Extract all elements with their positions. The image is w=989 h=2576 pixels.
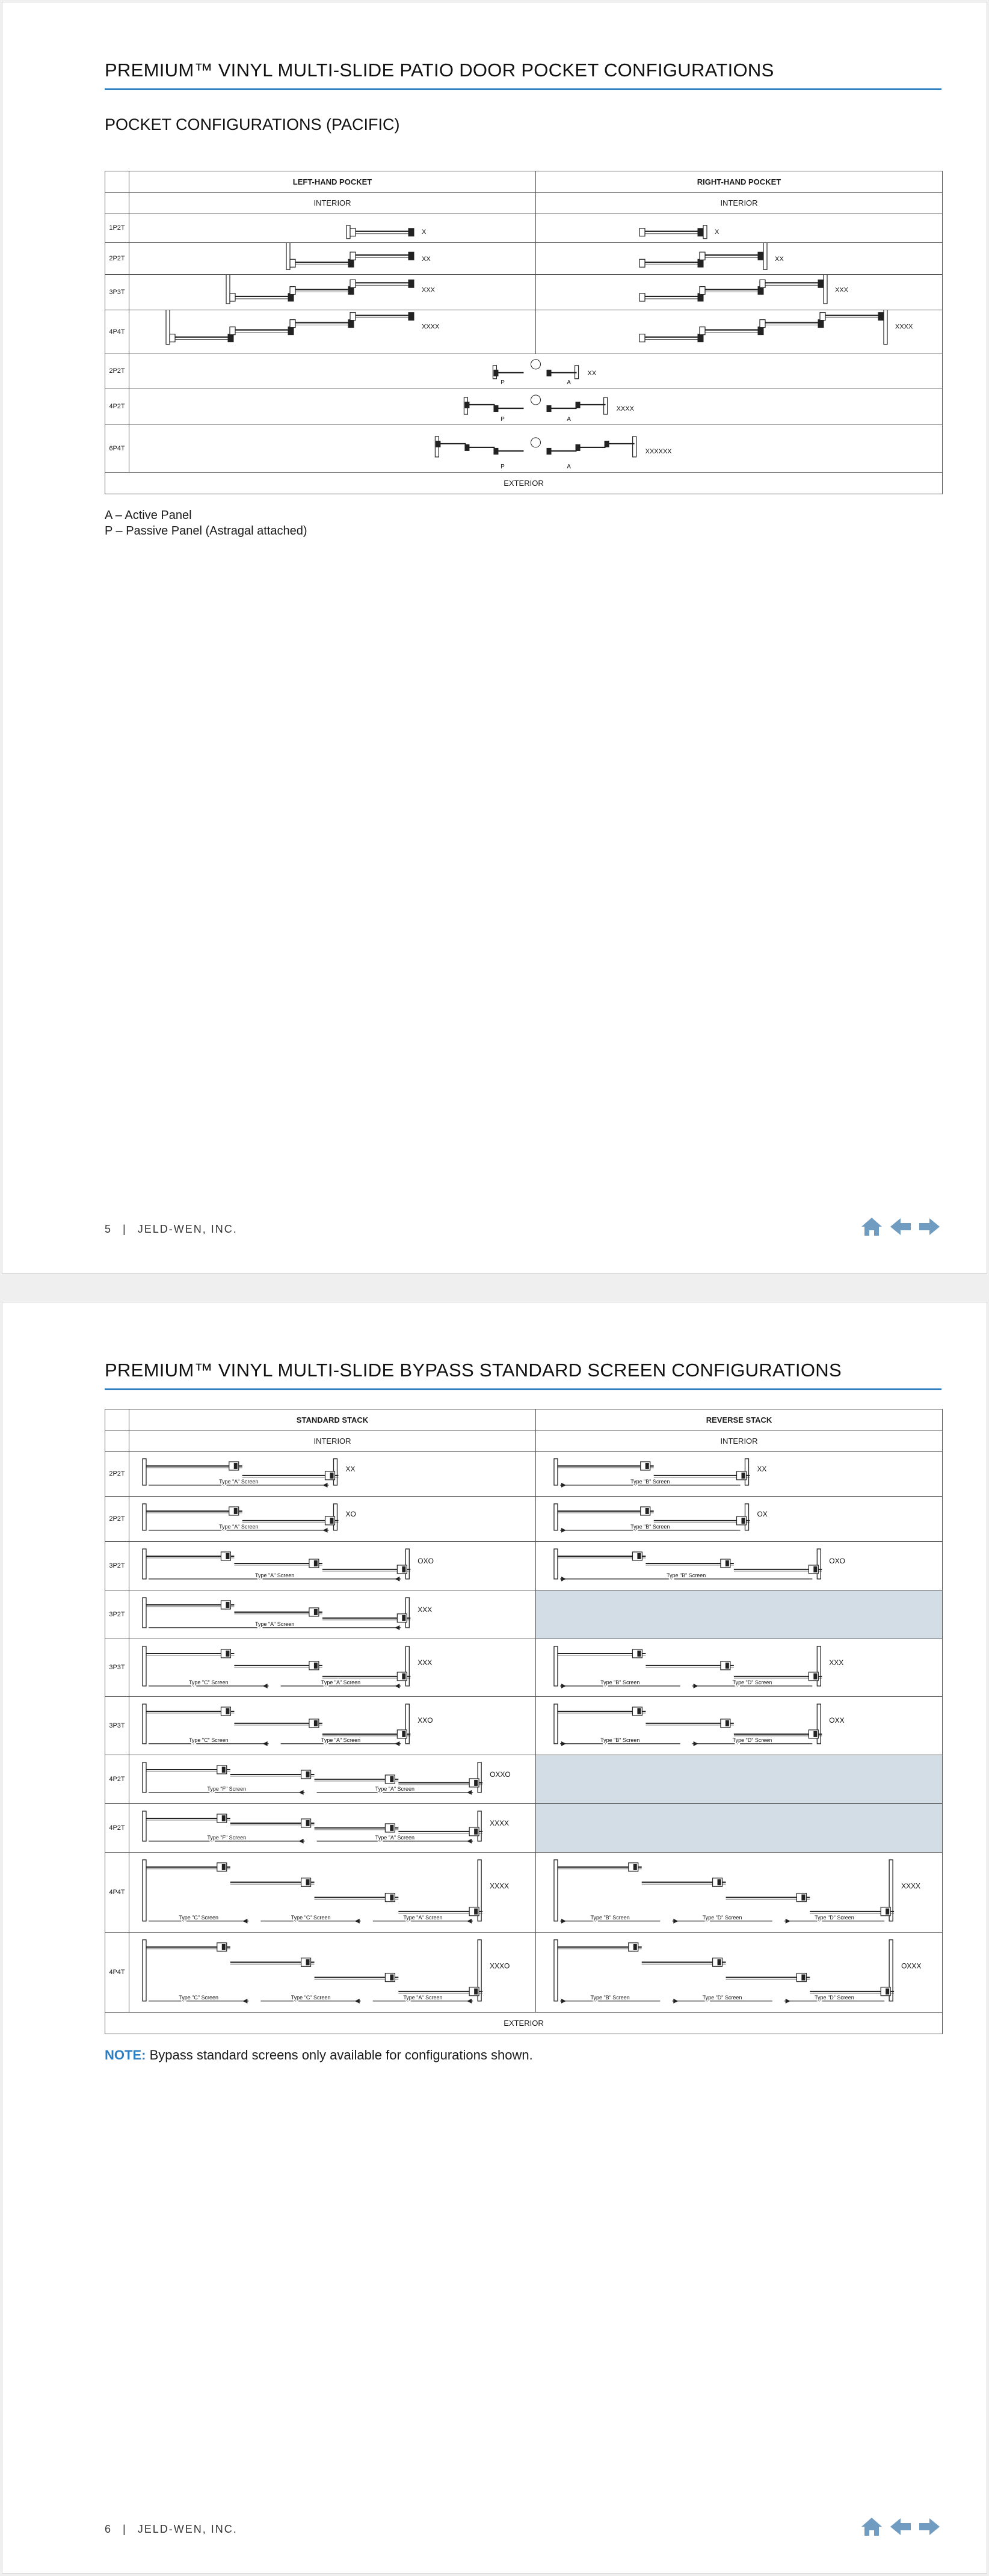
screen-label: Type "A" Screen bbox=[375, 1834, 414, 1841]
arrow-left-icon[interactable] bbox=[889, 1216, 913, 1237]
config-code: XXXXXX bbox=[645, 447, 672, 455]
table-row bbox=[105, 1697, 943, 1755]
config-diagram bbox=[536, 243, 942, 274]
legend bbox=[105, 508, 307, 539]
right-config-cell bbox=[536, 1541, 943, 1590]
screen-label: Type "A" Screen bbox=[403, 1994, 443, 2001]
screen-label: Type "B" Screen bbox=[600, 1737, 640, 1744]
row-label: 2P2T bbox=[105, 354, 129, 388]
config-diagram bbox=[536, 1697, 942, 1755]
title-rule bbox=[105, 88, 941, 90]
table-row bbox=[105, 1541, 943, 1590]
door-panels-drawing bbox=[639, 275, 827, 304]
door-panels-drawing bbox=[639, 310, 887, 345]
left-config-cell bbox=[129, 1697, 536, 1755]
right-unavailable-cell bbox=[536, 1590, 943, 1639]
config-diagram bbox=[536, 1542, 942, 1590]
config-code: XXXX bbox=[616, 405, 634, 413]
pocket-config-table bbox=[105, 171, 943, 494]
config-diagram bbox=[129, 354, 942, 388]
exterior-label: EXTERIOR bbox=[105, 473, 943, 494]
row-label: 4P4T bbox=[105, 1852, 129, 1932]
screen-label: Type "A" Screen bbox=[321, 1679, 361, 1685]
config-diagram bbox=[129, 1452, 535, 1496]
table-row bbox=[105, 1590, 943, 1639]
row-label: 4P2T bbox=[105, 388, 129, 425]
left-config-cell bbox=[129, 1804, 536, 1853]
company-name: JELD-WEN, INC. bbox=[137, 2523, 238, 2535]
footer-separator: | bbox=[123, 2523, 127, 2535]
config-code: XXO bbox=[417, 1716, 433, 1725]
config-code: X bbox=[422, 228, 427, 236]
config-code: XX bbox=[775, 256, 784, 263]
passive-label: P bbox=[501, 379, 505, 387]
arrow-left-icon[interactable] bbox=[889, 2516, 913, 2538]
config-diagram bbox=[536, 1639, 942, 1697]
right-config-cell bbox=[536, 1932, 943, 2012]
screen-label: Type "B" Screen bbox=[630, 1478, 670, 1485]
note bbox=[105, 2047, 533, 2063]
page-title: PREMIUM™ VINYL MULTI-SLIDE PATIO DOOR POCKET CONFIGURATIONS bbox=[105, 60, 774, 81]
table-row bbox=[105, 388, 943, 425]
interior-label-right: INTERIOR bbox=[536, 1431, 943, 1452]
screen-label: Type "F" Screen bbox=[207, 1834, 247, 1841]
corner-cell bbox=[105, 193, 129, 213]
config-code: OXX bbox=[829, 1716, 845, 1725]
config-code: XO bbox=[345, 1510, 356, 1519]
screen-label: Type "B" Screen bbox=[600, 1679, 640, 1685]
table-row bbox=[105, 243, 943, 275]
screen-label: Type "C" Screen bbox=[188, 1737, 229, 1744]
table-row bbox=[105, 275, 943, 310]
screen-label: Type "A" Screen bbox=[403, 1914, 443, 1921]
active-label: A bbox=[567, 464, 571, 471]
col-header-right: REVERSE STACK bbox=[536, 1409, 943, 1431]
config-code: XXX bbox=[422, 286, 436, 294]
row-label: 2P2T bbox=[105, 243, 129, 275]
config-code: XXX bbox=[417, 1658, 433, 1667]
left-config-cell bbox=[129, 1932, 536, 2012]
door-panels-drawing bbox=[166, 310, 414, 345]
screen-label: Type "D" Screen bbox=[702, 1994, 742, 2001]
center-config-cell bbox=[129, 425, 943, 473]
config-code: XXXX bbox=[895, 323, 913, 331]
config-code: XXXX bbox=[422, 323, 440, 331]
left-config-cell bbox=[129, 1496, 536, 1541]
config-diagram bbox=[129, 1755, 535, 1803]
page-5 bbox=[2, 2, 987, 1274]
col-header-left: LEFT-HAND POCKET bbox=[129, 171, 536, 193]
page-footer bbox=[105, 2523, 238, 2536]
config-diagram bbox=[129, 425, 942, 472]
config-diagram bbox=[536, 213, 942, 242]
exterior-row bbox=[105, 2012, 943, 2034]
right-config-cell bbox=[536, 275, 943, 310]
right-config-cell bbox=[536, 1639, 943, 1697]
row-label: 3P2T bbox=[105, 1541, 129, 1590]
arrow-right-icon[interactable] bbox=[917, 1216, 941, 1237]
center-config-cell bbox=[129, 354, 943, 388]
right-config-cell bbox=[536, 1697, 943, 1755]
config-diagram bbox=[129, 1639, 535, 1697]
screen-label: Type "A" Screen bbox=[219, 1523, 259, 1530]
company-name: JELD-WEN, INC. bbox=[137, 1223, 238, 1235]
right-config-cell bbox=[536, 1852, 943, 1932]
right-config-cell bbox=[536, 213, 943, 243]
active-label: A bbox=[567, 379, 571, 387]
door-panels-drawing bbox=[226, 275, 414, 304]
arrow-right-icon[interactable] bbox=[917, 2516, 941, 2538]
config-diagram bbox=[129, 388, 942, 425]
right-config-cell bbox=[536, 243, 943, 275]
screen-label: Type "F" Screen bbox=[207, 1786, 247, 1792]
left-config-cell bbox=[129, 1541, 536, 1590]
right-config-cell bbox=[536, 1452, 943, 1497]
config-code: OXXO bbox=[490, 1770, 511, 1779]
table-row bbox=[105, 1496, 943, 1541]
passive-label: P bbox=[501, 416, 505, 423]
row-label: 6P4T bbox=[105, 425, 129, 473]
config-code: XX bbox=[422, 256, 431, 263]
door-panels-drawing bbox=[639, 225, 707, 239]
screen-label: Type "C" Screen bbox=[291, 1994, 331, 2001]
config-diagram bbox=[536, 1933, 942, 2012]
config-diagram bbox=[129, 1497, 535, 1541]
section-subtitle: POCKET CONFIGURATIONS (PACIFIC) bbox=[105, 115, 400, 133]
config-code: OXXX bbox=[901, 1961, 922, 1970]
config-diagram bbox=[129, 275, 535, 310]
page-footer bbox=[105, 1223, 238, 1236]
screen-label: Type "C" Screen bbox=[179, 1914, 219, 1921]
table-row bbox=[105, 213, 943, 243]
config-code: XX bbox=[757, 1465, 767, 1474]
table-row bbox=[105, 1452, 943, 1497]
left-config-cell bbox=[129, 1852, 536, 1932]
right-config-cell bbox=[536, 1496, 943, 1541]
page-nav bbox=[860, 2516, 941, 2538]
config-diagram bbox=[536, 1853, 942, 1932]
config-diagram bbox=[129, 310, 535, 354]
home-icon[interactable] bbox=[860, 1216, 884, 1237]
config-diagram bbox=[129, 1804, 535, 1852]
page-number: 6 bbox=[105, 2523, 112, 2535]
screen-label: Type "A" Screen bbox=[219, 1478, 259, 1485]
config-code: XXX bbox=[417, 1605, 433, 1614]
screen-label: Type "A" Screen bbox=[321, 1737, 361, 1744]
row-label: 3P3T bbox=[105, 1639, 129, 1697]
table-row bbox=[105, 1852, 943, 1932]
row-label: 3P3T bbox=[105, 1697, 129, 1755]
table-row bbox=[105, 1755, 943, 1804]
title-rule bbox=[105, 1388, 941, 1390]
left-config-cell bbox=[129, 1590, 536, 1639]
config-diagram bbox=[129, 1542, 535, 1590]
row-label: 3P3T bbox=[105, 275, 129, 310]
row-label: 4P4T bbox=[105, 310, 129, 354]
col-header-right: RIGHT-HAND POCKET bbox=[536, 171, 943, 193]
config-code: XXX bbox=[835, 286, 849, 294]
config-diagram bbox=[129, 1590, 535, 1639]
left-config-cell bbox=[129, 1755, 536, 1804]
screen-label: Type "C" Screen bbox=[291, 1914, 331, 1921]
corner-cell bbox=[105, 1431, 129, 1452]
row-label: 2P2T bbox=[105, 1496, 129, 1541]
page-number: 5 bbox=[105, 1223, 112, 1235]
screen-label: Type "D" Screen bbox=[732, 1737, 772, 1744]
table-row bbox=[105, 425, 943, 473]
note-label: NOTE: bbox=[105, 2047, 146, 2062]
exterior-label: EXTERIOR bbox=[105, 2012, 943, 2034]
bypass-config-table bbox=[105, 1409, 943, 2034]
footer-separator: | bbox=[123, 1223, 127, 1235]
interior-label-right: INTERIOR bbox=[536, 193, 943, 213]
screen-label: Type "B" Screen bbox=[590, 1994, 630, 2001]
right-unavailable-cell bbox=[536, 1804, 943, 1853]
config-diagram bbox=[129, 1697, 535, 1755]
config-diagram bbox=[536, 275, 942, 310]
page-6 bbox=[2, 1302, 987, 2574]
config-code: XXX bbox=[829, 1658, 844, 1667]
screen-label: Type "B" Screen bbox=[667, 1572, 706, 1578]
left-config-cell bbox=[129, 1452, 536, 1497]
config-diagram bbox=[129, 213, 535, 242]
config-code: OXO bbox=[417, 1556, 434, 1565]
screen-label: Type "A" Screen bbox=[375, 1786, 414, 1792]
config-diagram bbox=[536, 310, 942, 354]
left-config-cell bbox=[129, 213, 536, 243]
config-diagram bbox=[536, 1497, 942, 1541]
page-nav bbox=[860, 1216, 941, 1237]
passive-label: P bbox=[501, 464, 505, 471]
config-code: XXXX bbox=[490, 1819, 510, 1828]
right-config-cell bbox=[536, 310, 943, 354]
corner-cell bbox=[105, 1409, 129, 1431]
screen-label: Type "B" Screen bbox=[630, 1523, 670, 1530]
left-config-cell bbox=[129, 310, 536, 354]
config-code: XXXO bbox=[490, 1961, 510, 1970]
left-config-cell bbox=[129, 275, 536, 310]
left-config-cell bbox=[129, 243, 536, 275]
exterior-row bbox=[105, 473, 943, 494]
screen-label: Type "A" Screen bbox=[255, 1621, 295, 1627]
page-title: PREMIUM™ VINYL MULTI-SLIDE BYPASS STANDARD SCREEN CONFIGURATIONS bbox=[105, 1360, 842, 1381]
interior-label-left: INTERIOR bbox=[129, 1431, 536, 1452]
row-label: 2P2T bbox=[105, 1452, 129, 1497]
legend-item: A – Active Panel bbox=[105, 509, 192, 522]
screen-label: Type "A" Screen bbox=[255, 1572, 295, 1578]
legend-item: P – Passive Panel (Astragal attached) bbox=[105, 524, 307, 538]
door-panels-drawing bbox=[347, 225, 414, 239]
table-row bbox=[105, 310, 943, 354]
screen-label: Type "D" Screen bbox=[815, 1994, 854, 2001]
config-code: OX bbox=[757, 1510, 768, 1519]
screen-label: Type "D" Screen bbox=[702, 1914, 742, 1921]
config-diagram bbox=[129, 1853, 535, 1932]
note-text: Bypass standard screens only available for configurations shown. bbox=[146, 2047, 533, 2062]
config-code: X bbox=[715, 228, 719, 236]
screen-label: Type "C" Screen bbox=[188, 1679, 229, 1685]
col-header-left: STANDARD STACK bbox=[129, 1409, 536, 1431]
row-label: 4P2T bbox=[105, 1804, 129, 1853]
config-code: XXXX bbox=[901, 1881, 921, 1891]
home-icon[interactable] bbox=[860, 2516, 884, 2538]
left-config-cell bbox=[129, 1639, 536, 1697]
screen-label: Type "D" Screen bbox=[815, 1914, 854, 1921]
config-code: OXO bbox=[829, 1556, 845, 1565]
table-row bbox=[105, 1932, 943, 2012]
row-label: 3P2T bbox=[105, 1590, 129, 1639]
door-panels-drawing bbox=[286, 243, 414, 269]
screen-label: Type "D" Screen bbox=[732, 1679, 772, 1685]
config-code: XX bbox=[587, 369, 597, 377]
row-label: 4P2T bbox=[105, 1755, 129, 1804]
table-row bbox=[105, 354, 943, 388]
screen-label: Type "B" Screen bbox=[590, 1914, 630, 1921]
table-row bbox=[105, 1639, 943, 1697]
table-row bbox=[105, 1804, 943, 1853]
door-panels-drawing bbox=[639, 243, 767, 269]
row-label: 1P2T bbox=[105, 213, 129, 243]
row-label: 4P4T bbox=[105, 1932, 129, 2012]
right-unavailable-cell bbox=[536, 1755, 943, 1804]
config-code: XXXX bbox=[490, 1881, 510, 1891]
config-diagram bbox=[536, 1452, 942, 1496]
interior-label-left: INTERIOR bbox=[129, 193, 536, 213]
corner-cell bbox=[105, 171, 129, 193]
config-diagram bbox=[129, 243, 535, 274]
screen-label: Type "C" Screen bbox=[179, 1994, 219, 2001]
center-config-cell bbox=[129, 388, 943, 425]
active-label: A bbox=[567, 416, 571, 423]
config-diagram bbox=[129, 1933, 535, 2012]
config-code: XX bbox=[345, 1465, 356, 1474]
